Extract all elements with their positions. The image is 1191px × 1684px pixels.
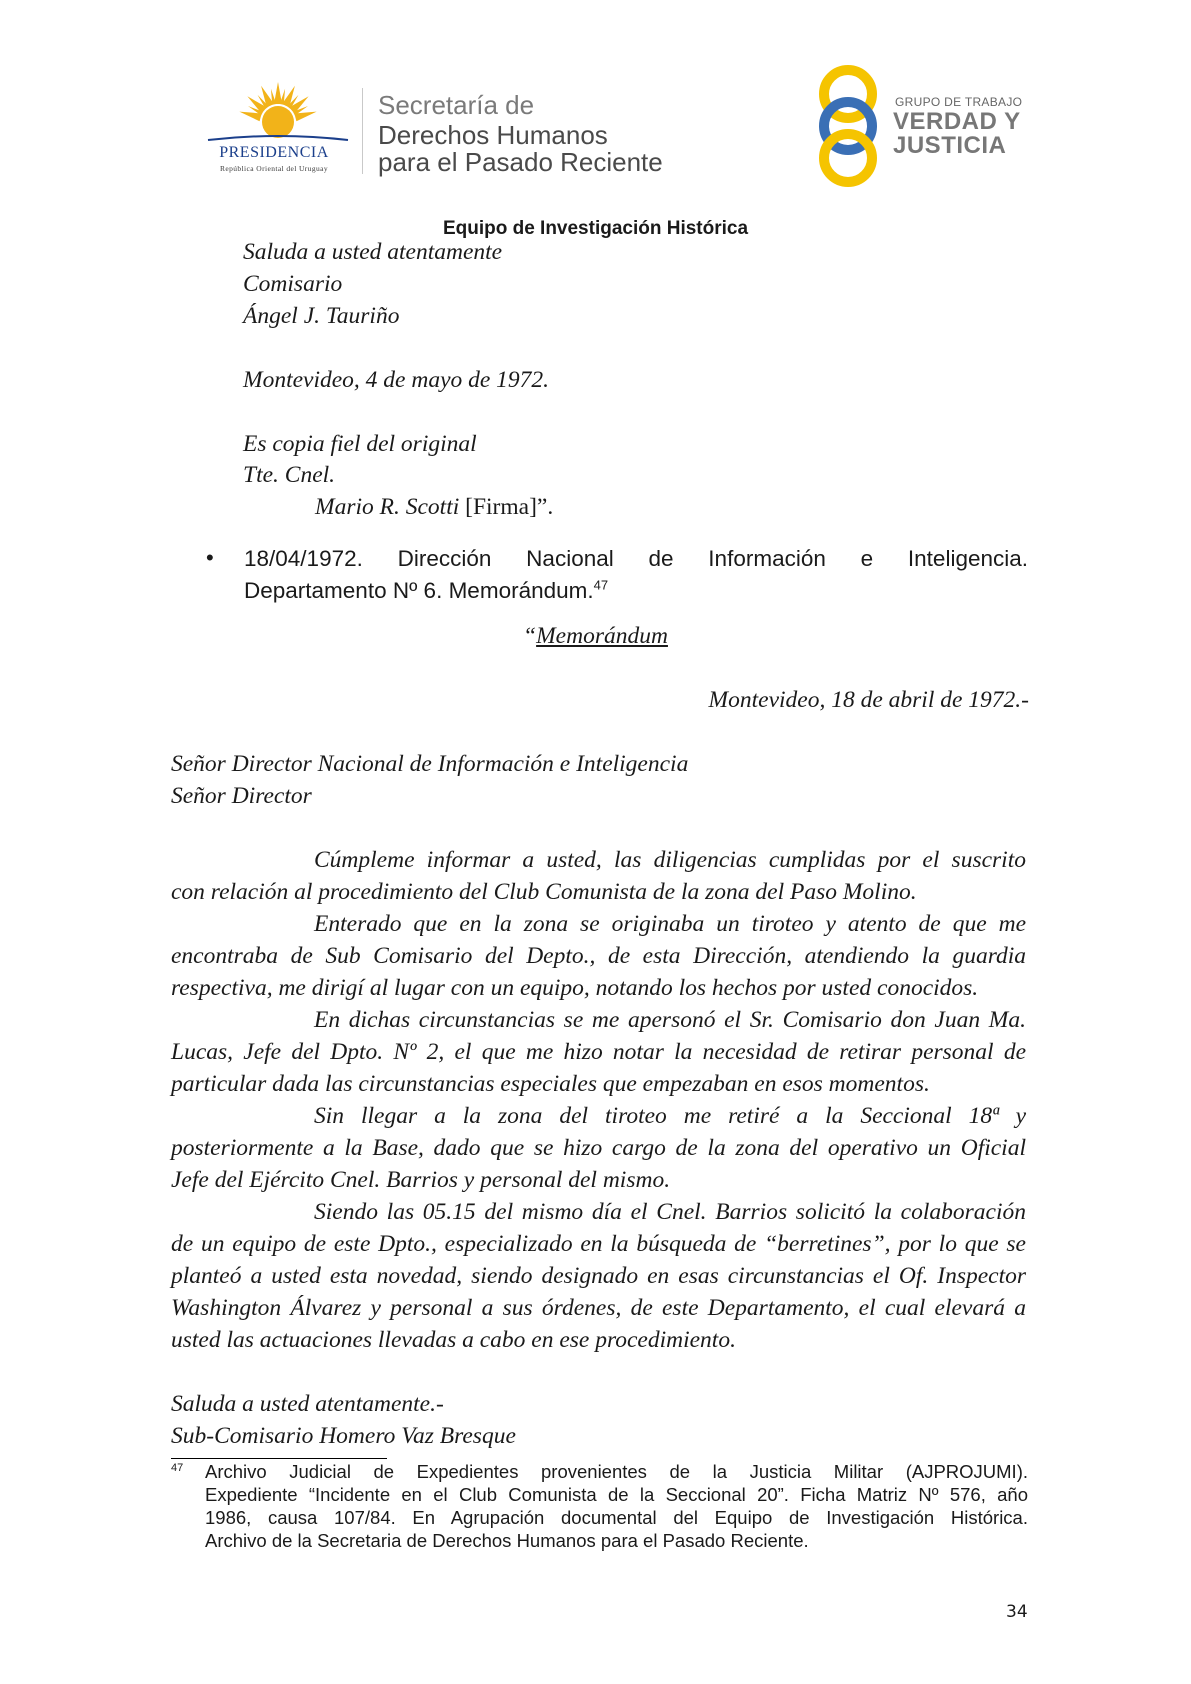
addressee-line-1: Señor Director Nacional de Información e Inteligencia bbox=[171, 751, 689, 777]
paragraph-line: Cúmpleme informar a usted, las diligencias cumplidas por el suscrito bbox=[314, 847, 1026, 873]
signature-name: Mario R. Scotti bbox=[315, 494, 460, 520]
footnote-line: Archivo de la Secretaria de Derechos Humanos para el Pasado Reciente. bbox=[205, 1530, 809, 1551]
closing-line-3: Ángel J. Tauriño bbox=[243, 303, 400, 329]
paragraph-line: usted las actuaciones llevadas a cabo en ese procedimiento. bbox=[171, 1327, 736, 1353]
bullet-line-2 bbox=[244, 578, 608, 603]
paragraph-line: encontraba de Sub Comisario del Depto., de esta Dirección, atendiendo la guardia bbox=[171, 943, 1026, 969]
memo-paragraph-3 bbox=[171, 1004, 1026, 1100]
paragraph-line: planteó a usted esta novedad, siendo designado en esas circunstancias el Of. Inspector bbox=[171, 1263, 1026, 1289]
footnote-line: Archivo Judicial de Expedientes provenientes de la Justicia Militar (AJPROJUMI). bbox=[205, 1461, 1028, 1482]
paragraph-line: Enterado que en la zona se originaba un tiroteo y atento de que me bbox=[314, 911, 1026, 937]
rings-icon bbox=[812, 64, 904, 188]
bullet-dot: • bbox=[206, 545, 214, 570]
footnote-number: 47 bbox=[171, 1462, 184, 1474]
secretaria-line-3: para el Pasado Reciente bbox=[378, 147, 663, 177]
footnote-separator bbox=[171, 1458, 387, 1459]
closing-date-line: Montevideo, 4 de mayo de 1972. bbox=[243, 367, 550, 393]
memo-paragraph-1 bbox=[171, 844, 1026, 908]
signature-mark: [Firma]”. bbox=[465, 494, 554, 520]
addressee-line-2: Señor Director bbox=[171, 783, 312, 809]
paragraph-line: posteriormente a la Base, dado que se hizo cargo de la zona del operativo un Oficial bbox=[171, 1135, 1026, 1161]
paragraph-line: Sin llegar a la zona del tiroteo me retiré a la Seccional 18ª y bbox=[314, 1103, 1026, 1129]
memo-paragraph-4 bbox=[171, 1100, 1026, 1196]
bullet-text bbox=[244, 543, 1028, 607]
paragraph-line: respectiva, me dirigí al lugar con un equipo, notando los hechos por usted conocidos. bbox=[171, 975, 979, 1001]
secretaria-line-1: Secretaría de bbox=[378, 90, 535, 120]
footnote-ref: 47 bbox=[593, 577, 609, 593]
sun-icon bbox=[198, 80, 358, 150]
copy-line-1: Es copia fiel del original bbox=[243, 431, 477, 457]
memo-title-text: Memorándum bbox=[536, 623, 668, 649]
footnote-text bbox=[205, 1460, 1028, 1552]
grupo-trabajo-label: GRUPO DE TRABAJO bbox=[895, 95, 1023, 109]
copy-line-2: Tte. Cnel. bbox=[243, 462, 336, 488]
memo-paragraph-5 bbox=[171, 1196, 1026, 1356]
paragraph-line: Siendo las 05.15 del mismo día el Cnel. Barrios solicitó la colaboración bbox=[314, 1199, 1026, 1225]
paragraph-line: En dichas circunstancias se me apersonó el Sr. Comisario don Juan Ma. bbox=[314, 1007, 1026, 1033]
verdad-label: VERDAD Y bbox=[893, 108, 1021, 135]
bullet-line-1: 18/04/1972. Dirección Nacional de Información e Inteligencia. bbox=[244, 546, 1028, 571]
page-number: 34 bbox=[1006, 1602, 1028, 1622]
bullet-line-2-text: Departamento Nº 6. Memorándum. bbox=[244, 578, 594, 603]
justicia-label: JUSTICIA bbox=[893, 132, 1007, 159]
paragraph-line: Lucas, Jefe del Dpto. Nº 2, el que me hizo notar la necesidad de retirar personal de bbox=[171, 1039, 1026, 1065]
paragraph-line: con relación al procedimiento del Club Comunista de la zona del Paso Molino. bbox=[171, 879, 917, 905]
team-title: Equipo de Investigación Histórica bbox=[442, 218, 749, 239]
footnote-line: Expediente “Incidente en el Club Comunista de la Seccional 20”. Ficha Matriz Nº 576, año bbox=[205, 1484, 1028, 1505]
paragraph-line: Jefe del Ejército Cnel. Barrios y personal del mismo. bbox=[171, 1167, 671, 1193]
footnote-line: 1986, causa 107/84. En Agrupación documental del Equipo de Investigación Histórica. bbox=[205, 1507, 1028, 1528]
paragraph-line: de un equipo de este Dpto., especializado en la búsqueda de “berretines”, por lo que se bbox=[171, 1231, 1026, 1257]
memo-date: Montevideo, 18 de abril de 1972.- bbox=[708, 687, 1029, 713]
memo-title bbox=[0, 620, 1191, 652]
presidencia-wordmark: PRESIDENCIA bbox=[219, 144, 329, 161]
paragraph-line: particular dada las circunstancias especiales que empezaban en esos momentos. bbox=[171, 1071, 930, 1097]
closing-line-2: Comisario bbox=[243, 271, 343, 297]
header-divider bbox=[362, 88, 363, 174]
closing-line-1: Saluda a usted atentamente bbox=[243, 239, 503, 265]
secretaria-line-2: Derechos Humanos bbox=[378, 120, 608, 150]
signature-line bbox=[315, 491, 553, 523]
memo-closing-line-1: Saluda a usted atentamente.- bbox=[171, 1391, 444, 1417]
memo-closing-line-2: Sub-Comisario Homero Vaz Bresque bbox=[171, 1423, 516, 1449]
memo-paragraph-2 bbox=[171, 908, 1026, 1004]
presidencia-subtitle: República Oriental del Uruguay bbox=[219, 164, 328, 173]
memo-open-quote: “ bbox=[523, 623, 537, 649]
paragraph-line: Washington Álvarez y personal a sus órdenes, de este Departamento, el cual elevará a bbox=[171, 1295, 1026, 1321]
verdad-justicia-rings-logo bbox=[812, 64, 904, 188]
